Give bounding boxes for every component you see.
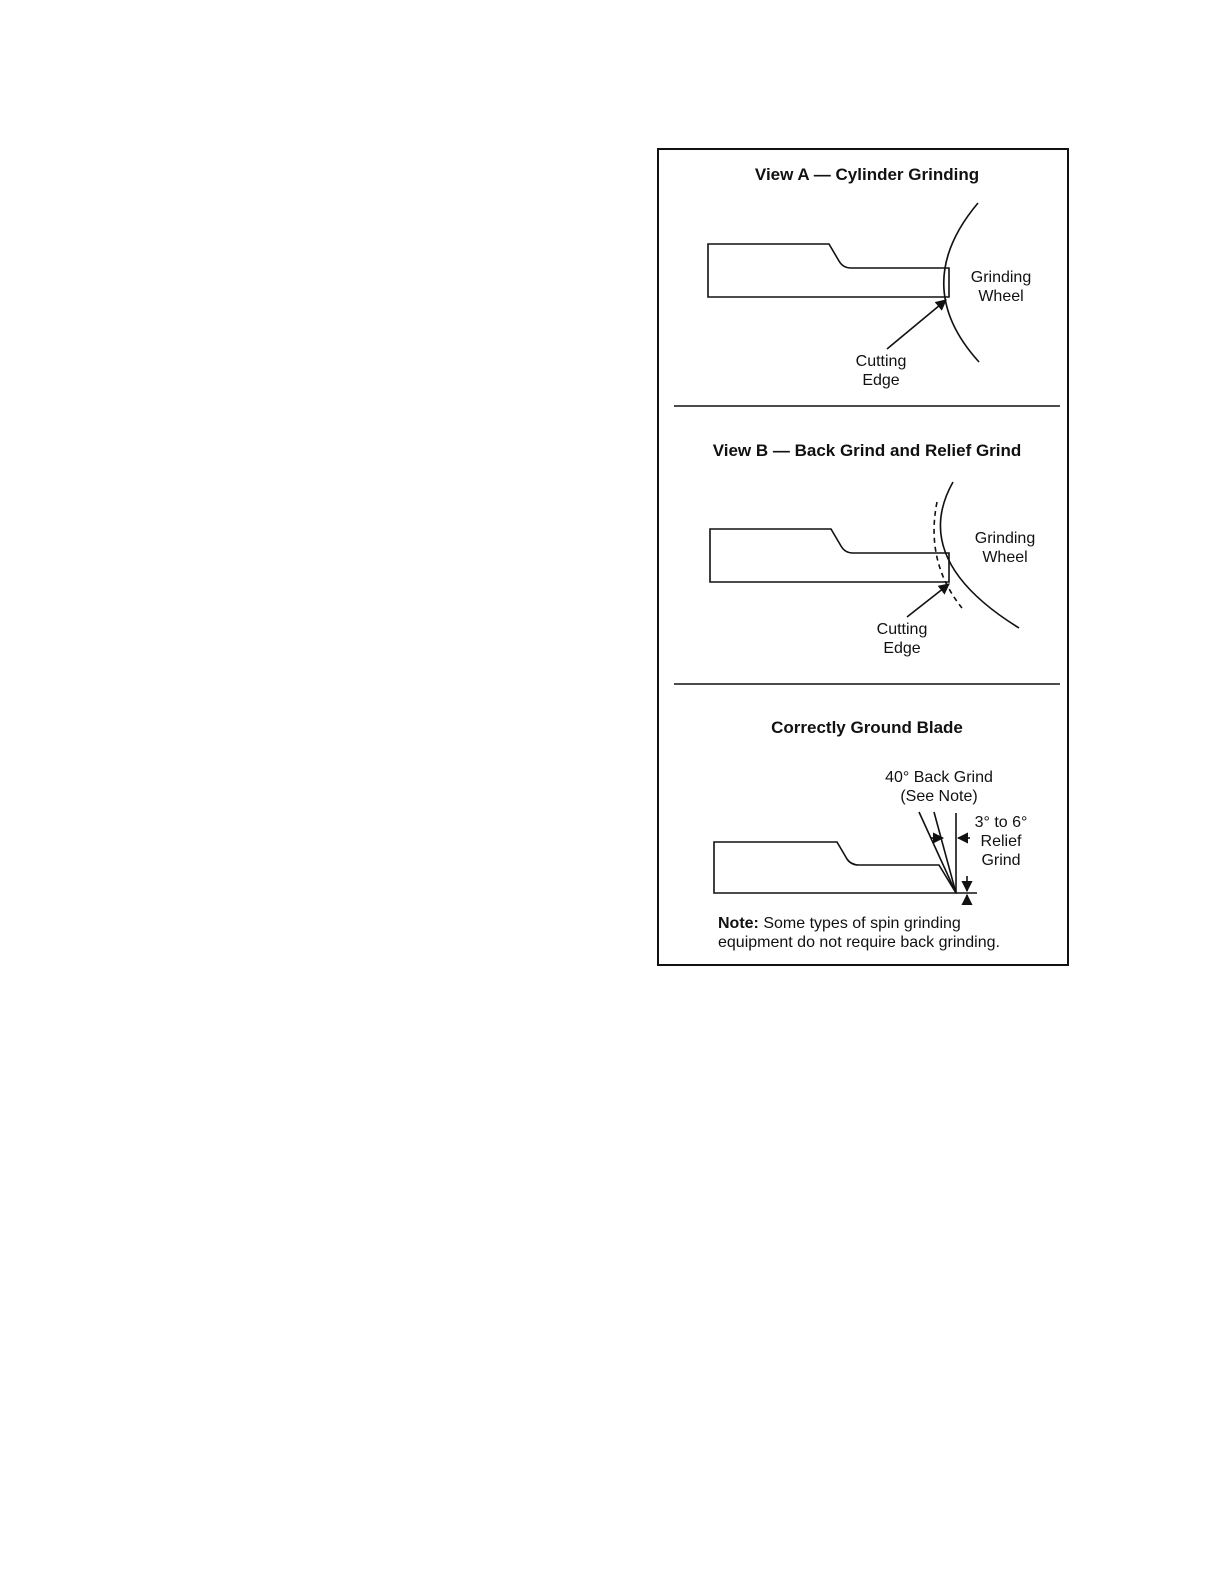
- view-b-edge-arrow: [907, 584, 949, 617]
- view-a: [708, 165, 1031, 389]
- view-a-title: View A — Cylinder Grinding: [754, 165, 980, 184]
- view-a-wheel-label-2: Wheel: [978, 288, 1024, 305]
- view-c-title: Correctly Ground Blade: [771, 718, 963, 737]
- view-a-blade: [708, 244, 949, 297]
- view-b-wheel-label-2: Wheel: [982, 549, 1028, 566]
- correct-blade: [714, 842, 956, 893]
- grinding-figure: [657, 148, 1069, 966]
- note-text-1: Some types of spin grinding: [763, 915, 961, 932]
- grinding-diagram: [659, 150, 1067, 964]
- relief-label-1: 3° to 6°: [974, 814, 1028, 831]
- view-b-edge-label-1: Cutting: [876, 621, 928, 638]
- view-b: [710, 441, 1035, 657]
- view-b-edge-label-2: Edge: [883, 640, 921, 657]
- relief-label-2: Relief: [980, 833, 1022, 850]
- view-a-edge-label-1: Cutting: [855, 353, 907, 370]
- note-line-1: [718, 915, 961, 932]
- view-a-edge-arrow: [887, 300, 946, 349]
- view-a-wheel-label-1: Grinding: [970, 269, 1032, 286]
- view-c: [714, 718, 1027, 951]
- back-grind-label-2: (See Note): [900, 788, 978, 805]
- view-b-blade: [710, 529, 949, 582]
- view-a-edge-label-2: Edge: [862, 372, 900, 389]
- view-b-wheel-label-1: Grinding: [974, 530, 1036, 547]
- relief-label-3: Grind: [981, 852, 1021, 869]
- note-prefix: Note:: [718, 915, 759, 932]
- back-grind-label-1: 40° Back Grind: [885, 769, 993, 786]
- note-line-2: equipment do not require back grinding.: [718, 934, 1000, 951]
- view-b-title: View B — Back Grind and Relief Grind: [712, 441, 1022, 460]
